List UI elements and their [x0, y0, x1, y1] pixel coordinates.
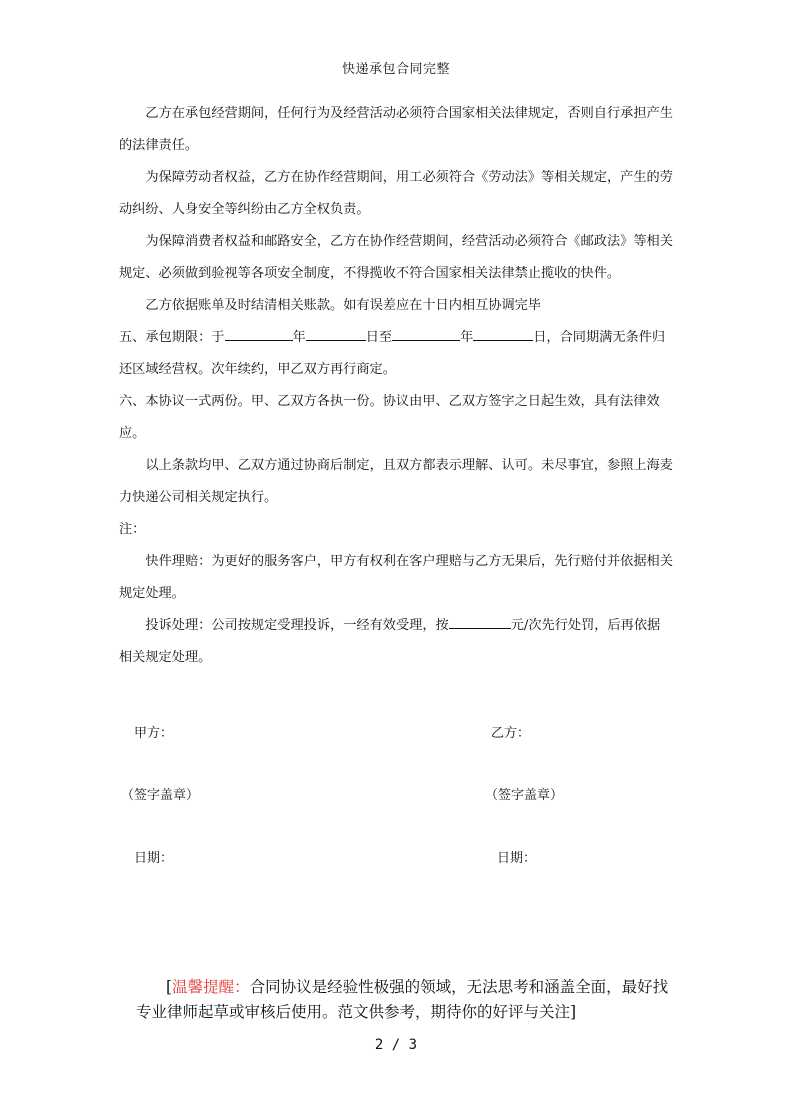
page-number: 2 / 3 — [374, 1037, 418, 1053]
paragraph-complaints — [119, 610, 673, 674]
complaints-suffix: 元/次先行处罚，后再依据相关规定处理。 — [119, 618, 661, 665]
paragraph-billing: 乙方依据账单及时结清相关账款。如有误差应在十日内相互协调完毕 — [145, 298, 542, 313]
notice-text: 合同协议是经验性极强的领域，无法思考和涵盖全面，最好找专业律师起草或审核后使用。范文供参考，期待你的好评与关注] — [136, 978, 669, 1021]
warm-reminder-notice — [136, 975, 676, 1025]
paragraph-legal-compliance: 乙方在承包经营期间，任何行为及经营活动必须符合国家相关法律规定，否则自行承担产生的法律责任。 — [119, 106, 673, 153]
party-b-date: 日期： — [497, 851, 537, 866]
document-header: 快递承包合同完整 — [341, 62, 450, 77]
notice-label: 温馨提醒： — [172, 978, 250, 996]
blank-penalty-amount[interactable] — [449, 615, 511, 629]
blank-start-day[interactable] — [306, 327, 366, 341]
clause-contract-term — [119, 322, 673, 386]
paragraph-labor-rights: 为保障劳动者权益，乙方在协作经营期间，用工必须符合《劳动法》等相关规定，产生的劳动纠纷、人身安全等纠纷由乙方全权负责。 — [119, 170, 673, 217]
party-a-label: 甲方： — [134, 726, 174, 741]
term-prefix: 五、承包期限：于 — [119, 330, 225, 345]
complaints-prefix: 投诉处理：公司按规定受理投诉，一经有效受理，按 — [145, 618, 449, 633]
blank-end-day[interactable] — [473, 327, 533, 341]
party-b-seal: （签字盖章） — [485, 788, 564, 803]
term-year-label-1: 年 — [292, 330, 306, 345]
party-a-seal: （签字盖章） — [121, 788, 200, 803]
party-b-label: 乙方： — [491, 726, 531, 741]
term-day-label-1: 日至 — [365, 330, 393, 345]
clause-copies: 六、本协议一式两份。甲、乙双方各执一份。协议由甲、乙双方签字之日起生效，具有法律效应。 — [119, 394, 660, 441]
term-suffix: 日，合同期满无条件归还区域经营权。次年续约，甲乙双方再行商定。 — [119, 330, 666, 377]
paragraph-claims: 快件理赔：为更好的服务客户，甲方有权利在客户理赔与乙方无果后，先行赔付并依据相关规定处理。 — [119, 554, 673, 601]
note-label: 注： — [119, 522, 146, 537]
paragraph-postal-safety: 为保障消费者权益和邮路安全，乙方在协作经营期间，经营活动必须符合《邮政法》等相关规定、必须做到验视等各项安全制度，不得揽收不符合国家相关法律禁止揽收的快件。 — [119, 234, 673, 281]
blank-end-year[interactable] — [392, 327, 460, 341]
contract-body — [119, 98, 673, 674]
notice-open-bracket: [ — [166, 978, 173, 996]
blank-start-year[interactable] — [225, 327, 293, 341]
paragraph-agreement: 以上条款均甲、乙双方通过协商后制定，且双方都表示理解、认可。未尽事宜，参照上海麦力快递公司相关规定执行。 — [119, 458, 673, 505]
party-a-date: 日期： — [134, 851, 174, 866]
term-year-label-2: 年 — [460, 330, 474, 345]
